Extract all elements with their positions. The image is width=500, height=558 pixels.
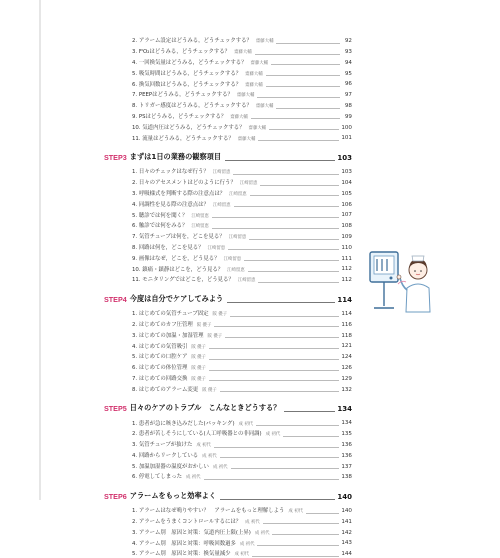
toc-entry-author: 阪 優子 [196,322,212,328]
toc-entry-author: 成 初代 [254,530,270,536]
toc-entry[interactable] [104,187,352,198]
toc-entry-author: 齋藤大輔 [255,39,274,45]
toc-entry-page: 136 [341,452,352,459]
toc-step-section [104,490,352,558]
toc-entry-title: 11. モニタリングではどこを，どう見る？ [132,277,234,284]
toc-entry-author: 成 初代 [239,541,255,547]
leader-line [244,260,339,261]
toc-entry-author: 成 初代 [196,443,211,449]
toc-entry-title: 2. 日々のアセスメントはどのように行う？ [132,180,236,187]
toc-entry-page: 108 [341,223,352,230]
leader-line [258,282,339,283]
toc-entry[interactable] [104,165,352,176]
step-label: STEP3 [104,152,127,162]
toc-entry-page: 100 [341,124,352,131]
toc-entry[interactable] [104,382,352,393]
toc-entry[interactable] [104,120,352,131]
toc-entry-page: 105 [341,190,352,197]
toc-entry-author: 成 初代 [202,453,217,459]
leader-line [257,545,339,546]
toc-entry[interactable] [104,45,352,56]
table-of-contents [104,34,352,558]
toc-entry-page: 121 [341,343,352,350]
toc-entry[interactable] [104,547,352,558]
toc-entry-author: 齋藤大輔 [234,50,252,56]
toc-entry-author: 齋藤大輔 [255,104,274,110]
toc-entry[interactable] [104,110,352,121]
toc-entry[interactable] [104,416,352,427]
toc-entry-title: 2. アラームをうまくコントロールするには？ [132,519,242,526]
toc-entry-title: 5. 吸気時間はどうみる，どうチェックする？ [132,70,242,77]
toc-entry[interactable] [104,131,352,142]
toc-entry-title: 1. 患者が急に咳き込みだした(バッキング) [132,420,235,427]
toc-entry-author: 江崎留恵 [212,170,231,176]
toc-entry-author: 江崎留恵 [228,235,247,241]
toc-entry[interactable] [104,77,352,88]
toc-entry[interactable] [104,208,352,219]
toc-entry-title: 5. 加温加湿器の温度がおかしい [132,463,209,470]
toc-entry-page: 138 [341,474,352,481]
toc-entry-author: 江崎留恵 [229,191,247,197]
toc-entry-title: 3. 気管チューブが抜けた [132,442,193,449]
toc-entry-page: 98 [344,102,352,109]
toc-entry-title: 1. 日々のチェックはなぜ行う？ [132,169,209,176]
toc-step-heading[interactable] [104,402,352,413]
leader-line [249,239,339,240]
toc-entry-title: 5. はじめての口腔ケア [132,354,188,361]
toc-entry-page: 97 [344,92,352,99]
toc-entry[interactable] [104,438,352,449]
toc-entry-page: 124 [341,354,352,361]
toc-entry-title: 1. はじめての気管チューブ固定 [132,311,209,318]
toc-step-heading[interactable] [104,490,352,501]
toc-entry-page: 137 [341,463,352,470]
leader-line [225,160,335,161]
toc-entry-page: 92 [344,38,352,45]
toc-entry[interactable] [104,66,352,77]
toc-entry-page: 94 [344,59,352,66]
toc-entry-author: 成 初代 [265,432,281,438]
toc-entry[interactable] [104,273,352,284]
toc-entry[interactable] [104,219,352,230]
toc-entry-page: 140 [341,508,352,515]
toc-entry-page: 114 [341,310,352,317]
toc-entry-author: 江崎留恵 [191,224,209,230]
leader-line [252,556,339,557]
step-label: STEP6 [104,491,127,501]
toc-entry-page: 126 [341,364,352,371]
leader-line [209,359,339,360]
leader-line [230,316,339,317]
toc-entry[interactable] [104,230,352,241]
toc-step-heading[interactable] [104,151,352,162]
leader-line [214,447,339,448]
toc-entry-title: 3. FᴵO₂はどうみる，どうチェックする？ [132,49,231,56]
toc-entry-title: 11. 流量はどうみる，どうチェックする？ [132,135,234,142]
toc-entry-author: 阪 優子 [202,387,217,393]
toc-entry-author: 阪 優子 [191,355,206,361]
toc-entry[interactable] [104,34,352,45]
toc-entry-title: 6. はじめての体位管理 [132,365,188,372]
leader-line [204,479,340,480]
toc-steps [104,151,352,558]
leader-line [220,391,340,392]
toc-entry-title: 2. アラーム設定はどうみる，どうチェックする？ [132,38,252,45]
leader-line [212,217,339,218]
toc-entry-page: 109 [341,233,352,240]
toc-entry-author: 齋藤大輔 [248,125,267,131]
step-page: 140 [337,492,352,501]
toc-entry-title: 2. 患者が苦しそうにしている(人工呼吸器との非同調) [132,431,262,438]
toc-entry-page: 116 [341,321,352,328]
toc-entry[interactable] [104,251,352,262]
toc-entry-author: 阪 優子 [207,333,223,339]
toc-entry[interactable] [104,176,352,187]
toc-entry-title: 6. 触診では何をみる？ [132,223,188,230]
toc-entry[interactable] [104,459,352,470]
toc-entry-author: 江崎留恵 [191,213,209,219]
toc-group-step2-continued [104,34,352,142]
toc-entry-author: 齋藤大輔 [250,60,269,66]
leader-line [233,174,339,175]
step-title: 今度は自分でケアしてみよう [129,293,224,303]
toc-entry[interactable] [104,88,352,99]
toc-entry-title: 4. アラーム別 原因と対策：呼吸回数過多 [132,540,236,547]
toc-entry-title: 10. 気道内圧はどうみる，どうチェックする？ [132,124,245,131]
toc-entry-author: 成 初代 [212,464,228,470]
step-page: 103 [337,153,352,162]
toc-step-heading[interactable] [104,293,352,304]
toc-entry-title: 5. アラーム別 原因と対策：換気量減少 [132,551,231,558]
step-page: 114 [337,295,352,304]
toc-entry[interactable] [104,339,352,350]
toc-entry-author: 齋藤大輔 [245,71,263,77]
step-title: まずは1日の業務の観察項目 [129,151,222,161]
toc-entry-author: 阪 優子 [191,366,206,372]
toc-entry[interactable] [104,318,352,329]
toc-entry-author: 阪 優子 [191,376,206,382]
toc-entry-author: 成 初代 [245,520,260,526]
toc-entry-author: 江崎留恵 [227,267,245,273]
toc-entry[interactable] [104,504,352,515]
toc-entry-title: 4. 一回換気量はどうみる，どうチェックする？ [132,59,247,66]
step-page: 134 [337,405,352,414]
leader-line [231,468,340,469]
toc-entry-page: 103 [341,169,352,176]
toc-entry-author: 江崎留恵 [223,256,242,262]
toc-entry-author: 江崎留恵 [237,278,256,284]
leader-line [257,97,340,98]
toc-step-section [104,151,352,284]
margin-rule [39,0,41,500]
step-label: STEP5 [104,404,127,414]
leader-line [251,118,340,119]
toc-entry-title: 7. 気管チューブは何を，どこを見る？ [132,234,225,241]
leader-line [283,436,339,437]
toc-entry-author: 齋藤大輔 [230,114,248,120]
toc-entry[interactable] [104,361,352,372]
toc-entry-author: 江崎留恵 [212,202,231,208]
toc-entry[interactable] [104,372,352,383]
toc-entry[interactable] [104,515,352,526]
toc-entry-author: 成 初代 [234,552,250,558]
leader-line [269,129,339,130]
toc-entry[interactable] [104,307,352,318]
toc-entry-page: 106 [341,201,352,208]
toc-entry-title: 10. 鎮痛・鎮静はどこを，どう見る？ [132,266,224,273]
toc-entry-page: 112 [341,266,352,273]
toc-entry[interactable] [104,241,352,252]
toc-entry-page: 142 [341,529,352,536]
toc-entry-title: 7. PEEPはどうみる，どうチェックする？ [132,92,233,99]
step-title: 日々のケアのトラブル こんなときどうする？ [129,403,281,413]
toc-entry-page: 135 [341,431,352,438]
step-title: アラームをもっと効率よく [129,490,217,500]
toc-entry-page: 110 [341,244,352,251]
toc-entry-title: 4. 同調性を見る際の注意点は？ [132,201,209,208]
toc-entry-author: 阪 優子 [191,344,206,350]
leader-line [266,75,340,76]
leader-line [272,534,339,535]
leader-line [234,206,340,207]
toc-entry-page: 95 [344,70,352,77]
toc-entry-title: 8. はじめてのアラーム変更 [132,386,199,393]
toc-entry-title: 6. 停電してしまった [132,474,182,481]
leader-line [248,271,340,272]
toc-entry-author: 齋藤大輔 [236,93,255,99]
toc-entry[interactable] [104,470,352,481]
toc-entry[interactable] [104,56,352,67]
leader-line [306,513,339,514]
toc-entry[interactable] [104,427,352,438]
toc-entry-title: 8. 回路は何を，どこを見る？ [132,244,204,251]
toc-entry-title: 9. PSはどうみる，どうチェックする？ [132,113,227,120]
toc-entry-title: 1. アラームはなぜ鳴りやすい？ アラームをもっと理解しよう [132,508,285,515]
leader-line [214,326,339,327]
leader-line [258,140,339,141]
toc-entry-author: 齋藤大輔 [245,82,263,88]
toc-entry-page: 134 [341,420,352,427]
leader-line [209,348,339,349]
toc-entry-title: 6. 換気回数はどうみる，どうチェックする？ [132,81,242,88]
leader-line [263,523,340,524]
toc-entry[interactable] [104,449,352,460]
toc-entry[interactable] [104,262,352,273]
toc-entry-author: 成 初代 [288,509,303,515]
leader-line [276,108,340,109]
toc-entry-author: 江崎留恵 [239,181,258,187]
leader-line [260,185,339,186]
nurse-ventilator-illustration [360,242,440,322]
leader-line [276,43,340,44]
leader-line [255,54,340,55]
leader-line [225,337,339,338]
toc-entry[interactable] [104,197,352,208]
toc-entry-author: 成 初代 [185,475,201,481]
toc-entry-page: 129 [341,375,352,382]
toc-entry-title: 4. はじめての気管吸引 [132,343,188,350]
step-label: STEP4 [104,294,127,304]
toc-entry-page: 101 [341,135,352,142]
leader-line [209,380,339,381]
toc-entry[interactable] [104,350,352,361]
leader-line [266,86,340,87]
toc-entry-page: 144 [341,551,352,558]
toc-entry-author: 成 初代 [238,421,254,427]
toc-step-section [104,402,352,481]
toc-entry-author: 齋藤大輔 [237,136,256,142]
toc-entry-page: 104 [341,179,352,186]
toc-entry-title: 2. はじめてのカフ圧管理 [132,321,193,328]
leader-line [250,195,340,196]
toc-entry-page: 111 [341,255,352,262]
toc-entry-author: 阪 優子 [212,312,228,318]
toc-entry-author: 江崎留恵 [207,245,226,251]
toc-entry-title: 3. はじめての加温・加湿管理 [132,332,204,339]
toc-entry-page: 143 [341,540,352,547]
leader-line [228,249,339,250]
leader-line [212,228,339,229]
toc-entry-page: 112 [341,277,352,284]
toc-entry-page: 136 [341,441,352,448]
toc-entry[interactable] [104,99,352,110]
leader-line [284,411,335,412]
toc-entry-page: 118 [341,332,352,339]
leader-line [271,64,340,65]
toc-step-section [104,293,352,393]
leader-line [227,302,335,303]
toc-entry[interactable] [104,525,352,536]
toc-entry-title: 3. 呼吸様式を判断する際の注意点は？ [132,190,226,197]
toc-entry-page: 93 [344,49,352,55]
toc-entry-title: 4. 回路からリークしている [132,452,199,459]
toc-entry-title: 9. 画像はなぜ，どこを，どう見る？ [132,255,220,262]
leader-line [220,457,340,458]
leader-line [209,370,339,371]
toc-entry-page: 141 [341,518,352,525]
toc-entry[interactable] [104,536,352,547]
toc-entry-title: 7. はじめての回路交換 [132,375,188,382]
toc-entry-title: 8. トリガー感度はどうみる，どうチェックする？ [132,103,252,110]
toc-entry-title: 5. 聴診では何を聞く？ [132,212,188,219]
toc-entry-page: 99 [344,113,352,120]
toc-entry-title: 3. アラーム別 原因と対策：気道内圧上限(上昇) [132,529,251,536]
toc-entry-page: 107 [341,212,352,219]
toc-entry-page: 96 [344,81,352,88]
toc-entry-page: 132 [341,386,352,393]
leader-line [256,425,339,426]
toc-entry[interactable] [104,328,352,339]
